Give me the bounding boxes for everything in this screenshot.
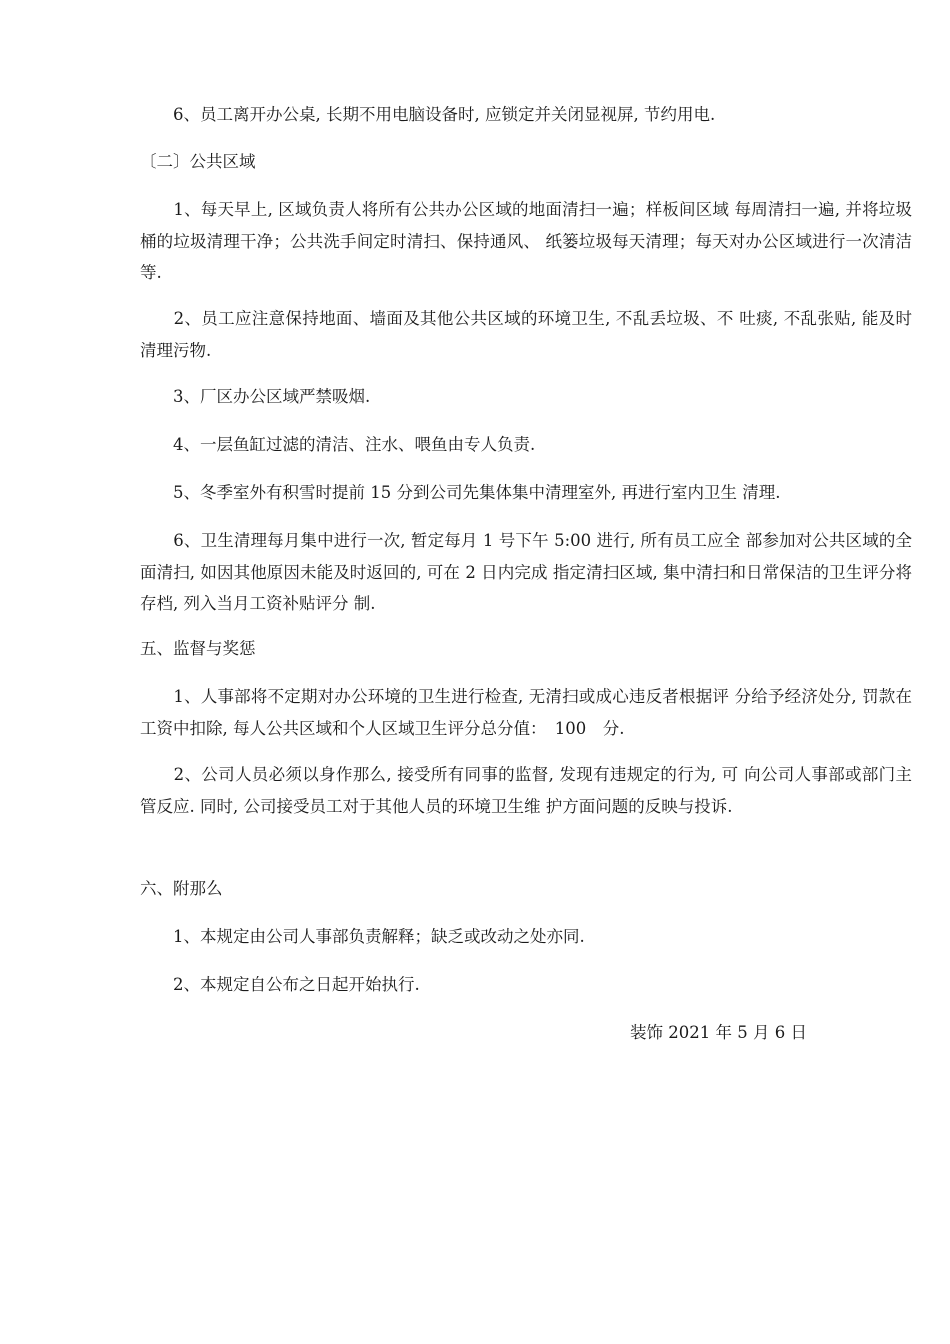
section-heading-public-area: 〔二〕公共区域 xyxy=(140,152,256,171)
paragraph-effective-date: 2、本规定自公布之日起开始执行. xyxy=(140,975,420,994)
paragraph-inspection-penalty: 1、人事部将不定期对办公环境的卫生进行检查, 无清扫或成心违反者根据评 分给予经济处分, 罚款在工资中扣除, 每人公共区域和个人区域卫生评分总分值： 100 分. xyxy=(140,687,912,738)
paragraph-daily-cleaning: 1、每天早上, 区域负责人将所有公共办公区域的地面清扫一遍；样板间区域 每周清扫一遍, 并将垃圾桶的垃圾清理干净；公共洗手间定时清扫、保持通风、 纸篓垃圾每天清理；每天对办公区域进行一次清洁等. xyxy=(140,200,912,282)
paragraph-lead-by-example: 2、公司人员必须以身作那么, 接受所有同事的监督, 发现有违规定的行为, 可 向公司人事部或部门主管反应. 同时, 公司接受员工对于其他人员的环境卫生维 护方面问题的反映与投诉. xyxy=(140,765,912,816)
section-heading-supervision: 五、监督与奖惩 xyxy=(140,639,256,658)
paragraph-snow-cleaning: 5、冬季室外有积雪时提前 15 分到公司先集体集中清理室外, 再进行室内卫生 清理. xyxy=(140,483,781,502)
paragraph-lock-computer: 6、员工离开办公桌, 长期不用电脑设备时, 应锁定并关闭显视屏, 节约用电. xyxy=(140,105,716,124)
paragraph-no-smoking: 3、厂区办公区域严禁吸烟. xyxy=(140,387,371,406)
section-heading-appendix: 六、附那么 xyxy=(140,879,223,898)
paragraph-public-hygiene: 2、员工应注意保持地面、墙面及其他公共区域的环境卫生, 不乱丢垃圾、不 吐痰, 不乱张贴, 能及时清理污物. xyxy=(140,309,912,360)
paragraph-monthly-cleaning: 6、卫生清理每月集中进行一次, 暂定每月 1 号下午 5:00 进行, 所有员工应全 部参加对公共区域的全面清扫, 如因其他原因未能及时返回的, 可在 2 日内完成 指定清扫区域, 集中清扫和日常保洁的卫生评分将存档, 列入当月工资补贴评分 制. xyxy=(140,531,912,613)
paragraph-fish-tank: 4、一层鱼缸过滤的清洁、注水、喂鱼由专人负责. xyxy=(140,435,536,454)
signature-date: 装饰 2021 年 5 月 6 日 xyxy=(630,1023,807,1042)
paragraph-interpretation: 1、本规定由公司人事部负责解释；缺乏或改动之处亦同. xyxy=(140,927,585,946)
